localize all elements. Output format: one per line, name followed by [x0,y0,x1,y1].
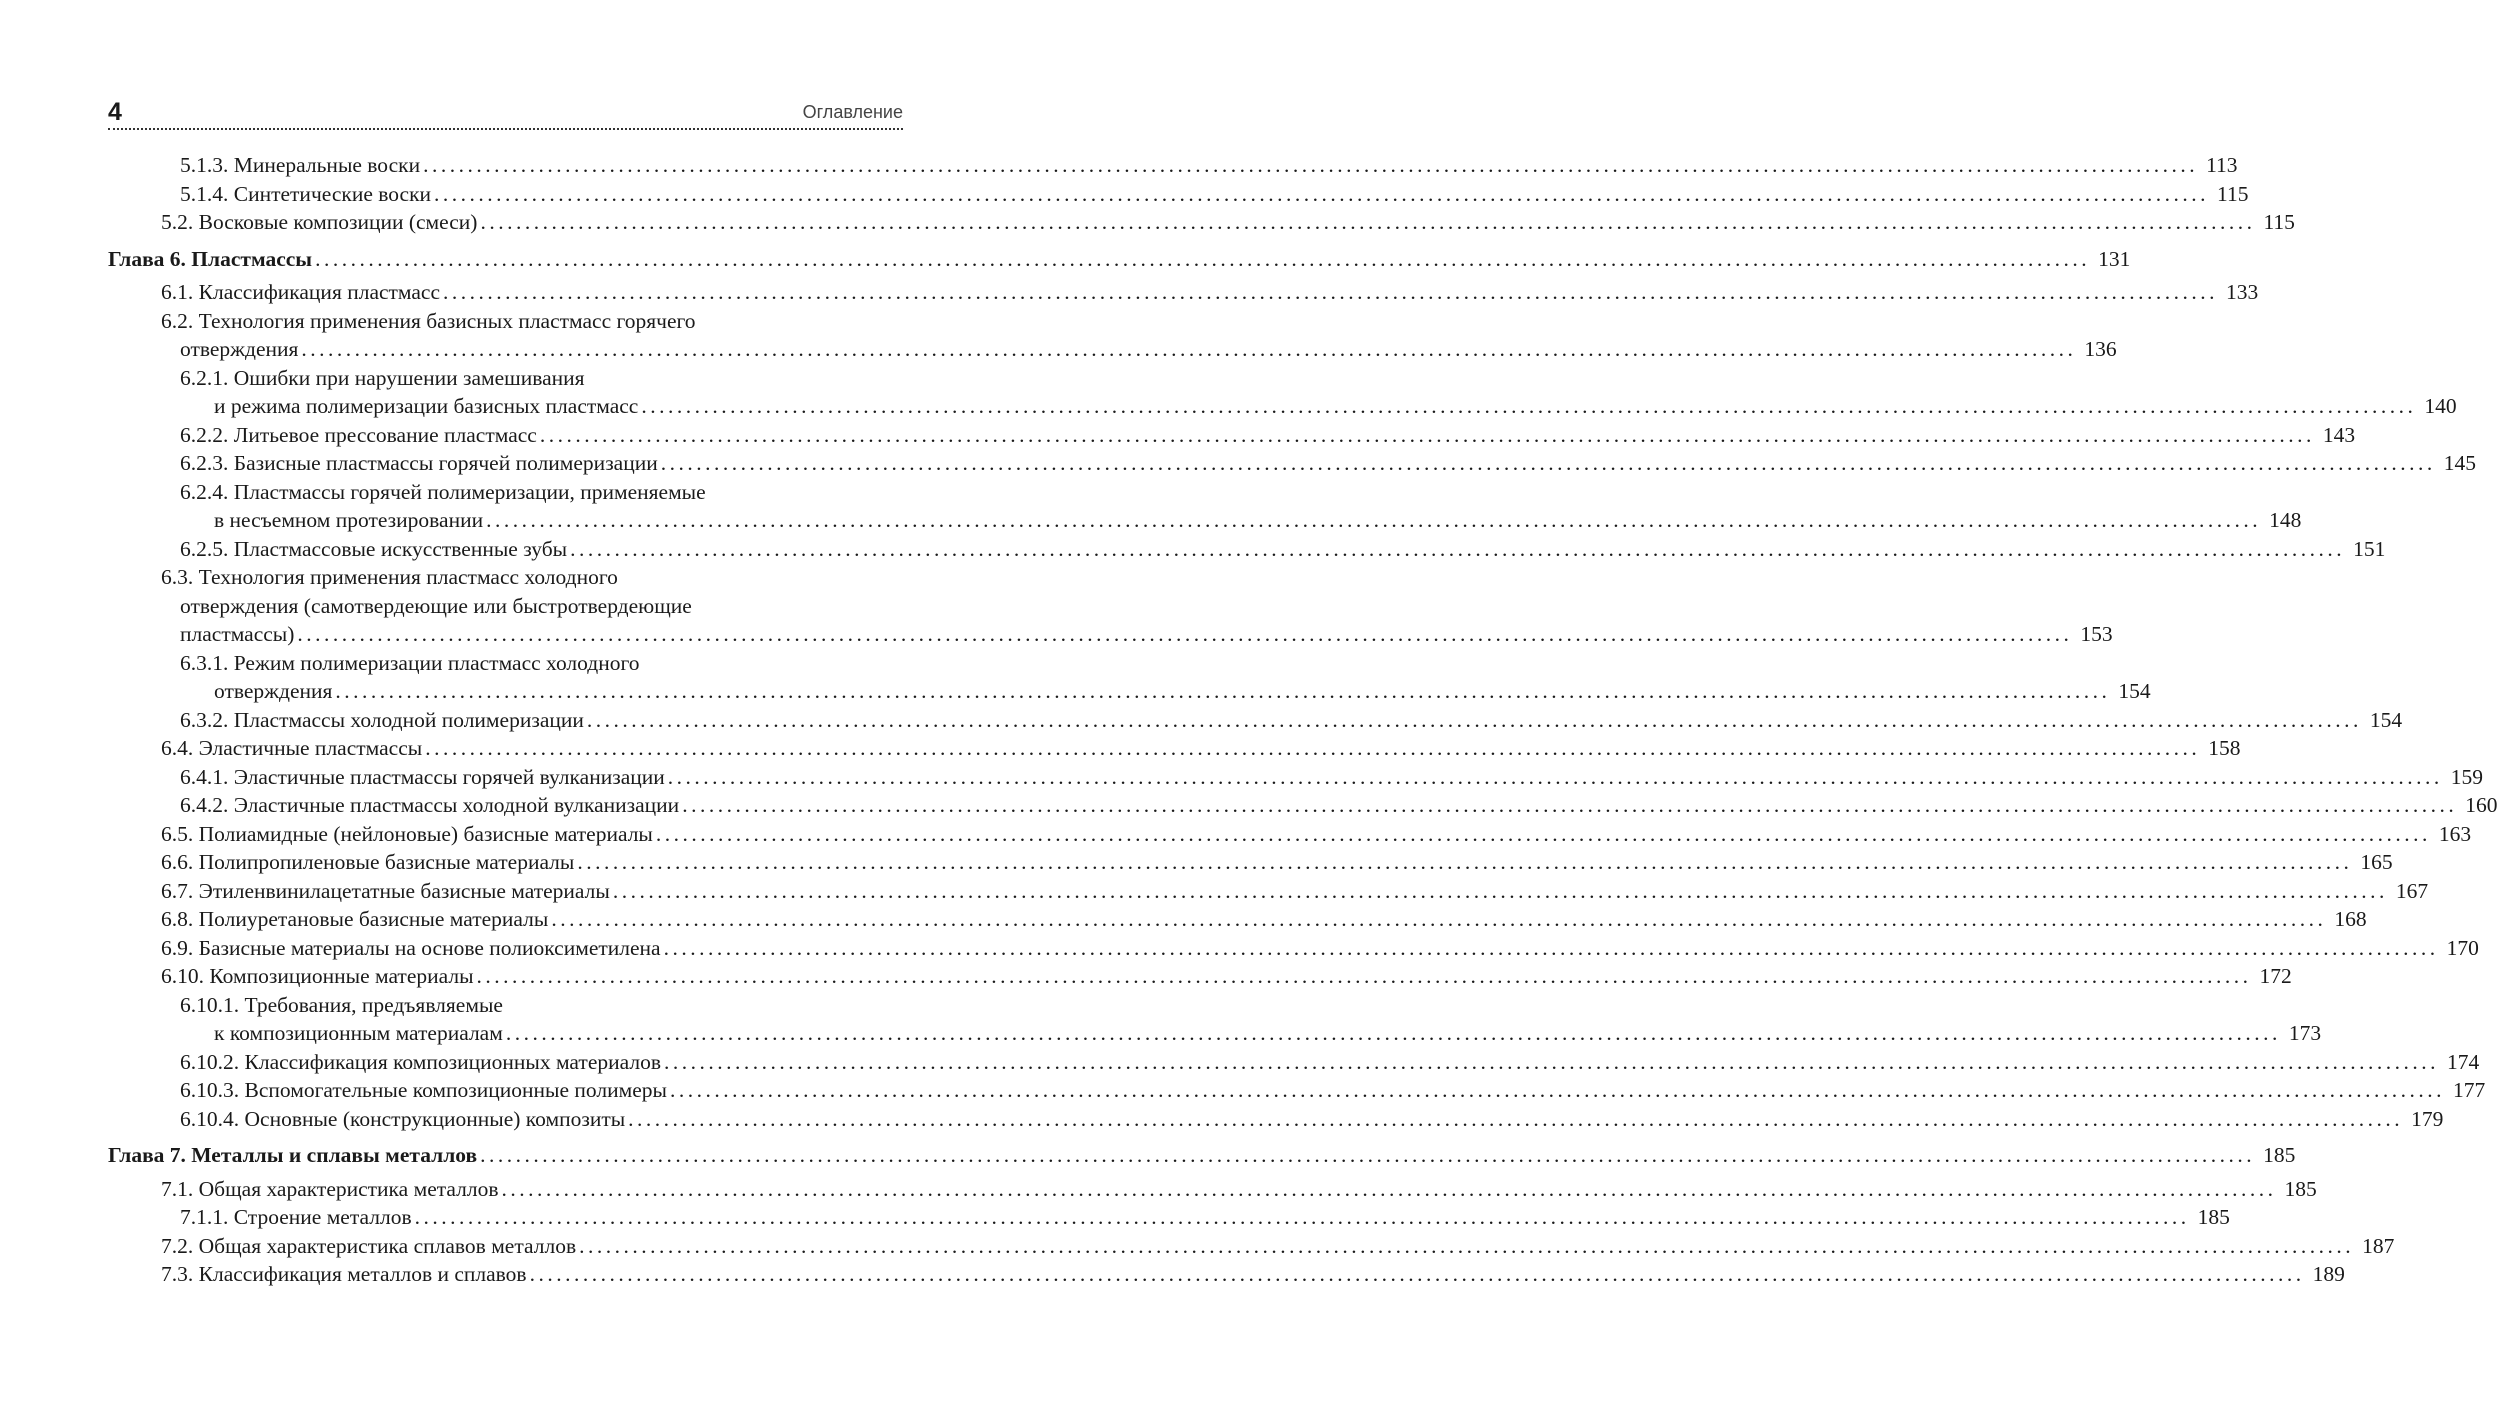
toc-page-number: 179 [2411,1106,2444,1131]
toc-entry-title: 6.6. Полипропиленовые базисные материалы [161,850,575,874]
dot-leader: ........................................................................................................................................................................................................ [655,821,2431,846]
dot-leader: ........................................................................................................................................................................................................ [414,1205,2190,1229]
toc-entry-title: 6.10.1. Требования, предъявляемые [180,992,503,1017]
toc-page-number: 185 [2263,1143,2296,1167]
toc-page-number: 172 [2259,964,2292,988]
toc-entry-title: 5.1.3. Минеральные воски [180,153,421,177]
dot-leader: ........................................................................................................................................................................................................ [682,793,2458,817]
toc-page-number: 151 [2353,536,2386,561]
toc-entry-title: 6.2.2. Литьевое прессование пластмасс [180,422,537,447]
toc-entry-title: Глава 6. Пластмассы [108,246,313,271]
toc-page-number: 187 [2362,1233,2395,1258]
page-number: 4 [108,98,122,126]
dot-leader: ........................................................................................................................................................................................................ [551,907,2327,931]
dot-leader: ........................................................................................................................................................................................................ [315,246,2091,271]
toc-page-number: 154 [2118,679,2151,703]
running-title: Оглавление [802,102,903,122]
dot-leader: ........................................................................................................................................................................................................ [425,736,2201,760]
toc-entry-title: отверждения (самотвердеющие или быстротвердеющие [180,593,692,618]
dot-leader: ........................................................................................................................................................................................................ [539,422,2315,447]
toc-entry-title: и режима полимеризации базисных пластмасс [214,394,639,418]
toc-entry[interactable] [108,1232,2395,1261]
toc-page-number: 185 [2284,1176,2317,1201]
toc-page-number: 163 [2438,821,2472,846]
toc-page-number: 113 [2206,153,2238,177]
toc-page-number: 133 [2226,280,2259,304]
toc-entry[interactable] [108,1203,2230,1232]
toc-entry[interactable] [108,151,2238,180]
dot-leader: ........................................................................................................................................................................................................ [486,508,2262,532]
toc-entry-title: 6.3.2. Пластмассы холодной полимеризации [180,707,584,732]
dot-leader: ........................................................................................................................................................................................................ [423,153,2199,177]
toc-entry-title: 5.2. Восковые композиции (смеси) [161,210,478,234]
toc-page-number: 159 [2450,764,2484,789]
toc-page-number: 115 [2217,181,2249,206]
toc-entry-title: 6.4. Эластичные пластмассы [161,736,423,760]
toc-entry-title: 7.2. Общая характеристика сплавов металлов [161,1233,577,1258]
toc-page-number: 115 [2263,210,2295,234]
toc-entry-title: 6.8. Полиуретановые базисные материалы [161,907,549,931]
toc-entry[interactable] [108,905,2367,934]
toc-page-number: 168 [2334,907,2367,931]
dot-leader: ........................................................................................................................................................................................................ [480,210,2256,234]
toc-entry-title: пластмассы) [180,622,295,646]
toc-entry[interactable] [108,934,2479,963]
running-header [108,98,903,128]
toc-entry-title: 6.5. Полиамидные (нейлоновые) базисные материалы [161,821,653,846]
toc-entry-title: 6.4.1. Эластичные пластмассы горячей вулканизации [180,764,665,789]
dot-leader: ........................................................................................................................................................................................................ [335,679,2111,703]
dot-leader: ........................................................................................................................................................................................................ [663,1049,2439,1074]
toc-entry-title: 6.10.4. Основные (конструкционные) композиты [180,1106,626,1131]
toc-entry-title: в несъемном протезировании [214,508,484,532]
dot-leader: ........................................................................................................................................................................................................ [663,935,2439,960]
toc-entry-title: 6.3. Технология применения пластмасс холодного [161,565,618,589]
dot-leader: ........................................................................................................................................................................................................ [669,1078,2445,1102]
header-divider [108,128,903,130]
dot-leader: ........................................................................................................................................................................................................ [297,622,2073,646]
toc-page-number: 177 [2452,1078,2486,1102]
toc-page-number: 165 [2360,850,2393,874]
dot-leader: ........................................................................................................................................................................................................ [480,1143,2256,1167]
dot-leader: ........................................................................................................................................................................................................ [570,536,2346,561]
toc-entry[interactable] [108,706,2403,735]
toc-page-number: 131 [2098,246,2131,271]
toc-entry[interactable] [108,307,2117,364]
toc-entry[interactable] [108,1260,2345,1289]
toc-entry-title: 6.4.2. Эластичные пластмассы холодной вулканизации [180,793,680,817]
dot-leader: ........................................................................................................................................................................................................ [476,964,2252,988]
toc-page-number: 136 [2084,337,2117,361]
toc-entry[interactable] [108,991,2322,1048]
toc-page-number: 189 [2312,1262,2345,1286]
toc-page-number: 145 [2443,451,2476,475]
toc-page-number: 160 [2465,793,2497,817]
dot-leader: ........................................................................................................................................................................................................ [505,1021,2281,1045]
toc-entry-title: отверждения [214,679,333,703]
toc-entry-title: 6.1. Классификация пластмасс [161,280,441,304]
toc-entry-title: отверждения [180,337,299,361]
dot-leader: ........................................................................................................................................................................................................ [501,1176,2277,1201]
toc-page-number: 158 [2208,736,2241,760]
toc-entry-title: 6.7. Этиленвинилацетатные базисные материалы [161,878,610,903]
toc-entry-title: 6.2.1. Ошибки при нарушении замешивания [180,365,585,390]
toc-entry-title: 6.2.4. Пластмассы горячей полимеризации, применяемые [180,479,706,504]
toc-page-number: 170 [2446,935,2479,960]
toc-entry-title: 7.1.1. Строение металлов [180,1205,412,1229]
toc-entry[interactable] [108,563,2113,649]
toc-page-number: 153 [2080,622,2113,646]
toc-entry[interactable] [108,877,2429,906]
toc-entry[interactable] [108,1076,2486,1105]
toc-page-number: 140 [2424,394,2457,418]
toc-entry-title: 6.9. Базисные материалы на основе полиоксиметилена [161,935,661,960]
dot-leader: ........................................................................................................................................................................................................ [612,878,2388,903]
toc-page-number: 174 [2446,1049,2480,1074]
toc-entry[interactable] [108,734,2241,763]
toc-page-number: 173 [2288,1021,2322,1045]
toc-entry[interactable] [108,820,2472,849]
toc-entry[interactable] [108,278,2259,307]
toc-chapter[interactable] [108,245,2131,274]
toc-entry-title: 6.2. Технология применения базисных пластмасс горячего [161,308,696,333]
toc-chapter[interactable] [108,1141,2296,1170]
toc-entry-title: к композиционным материалам [214,1021,503,1045]
dot-leader: ........................................................................................................................................................................................................ [641,394,2417,418]
toc-entry-title: 6.3.1. Режим полимеризации пластмасс холодного [180,650,640,675]
toc-entry-title: 7.1. Общая характеристика металлов [161,1176,499,1201]
dot-leader: ........................................................................................................................................................................................................ [579,1233,2355,1258]
toc-entry-title: 6.10.2. Классификация композиционных материалов [180,1049,661,1074]
toc-page-number: 154 [2369,707,2403,732]
toc-page-number: 167 [2395,878,2429,903]
toc-entry[interactable] [108,649,2151,706]
toc-entry-title: Глава 7. Металлы и сплавы металлов [108,1143,478,1167]
toc-entry[interactable] [108,848,2393,877]
toc-page-number: 148 [2269,508,2302,532]
toc-entry[interactable] [108,1175,2317,1204]
toc-entry[interactable] [108,962,2292,991]
toc-entry-title: 6.10. Композиционные материалы [161,964,474,988]
toc-entry[interactable] [108,478,2302,535]
dot-leader: ........................................................................................................................................................................................................ [577,850,2353,874]
dot-leader: ........................................................................................................................................................................................................ [301,337,2077,361]
toc-entry[interactable] [108,1048,2480,1077]
toc-entry[interactable] [108,763,2484,792]
toc-entry[interactable] [108,449,2476,478]
dot-leader: ........................................................................................................................................................................................................ [434,181,2210,206]
toc-entry-title: 6.10.3. Вспомогательные композиционные полимеры [180,1078,667,1102]
dot-leader: ........................................................................................................................................................................................................ [628,1106,2404,1131]
toc-entry[interactable] [108,1105,2444,1134]
toc-entry[interactable] [108,421,2356,450]
toc-entry[interactable] [108,180,2249,209]
toc-entry[interactable] [108,208,2295,237]
dot-leader: ........................................................................................................................................................................................................ [586,707,2362,732]
toc-page-number: 143 [2322,422,2356,447]
dot-leader: ........................................................................................................................................................................................................ [529,1262,2305,1286]
toc-entry-title: 7.3. Классификация металлов и сплавов [161,1262,527,1286]
table-of-contents [108,151,2497,1289]
dot-leader: ........................................................................................................................................................................................................ [660,451,2436,475]
toc-entry[interactable] [108,364,2457,421]
toc-entry-title: 6.2.3. Базисные пластмассы горячей полимеризации [180,451,658,475]
toc-page-number: 185 [2197,1205,2230,1229]
dot-leader: ........................................................................................................................................................................................................ [443,280,2219,304]
toc-entry-title: 6.2.5. Пластмассовые искусственные зубы [180,536,568,561]
toc-entry[interactable] [108,791,2497,820]
toc-entry[interactable] [108,535,2386,564]
toc-entry-title: 5.1.4. Синтетические воски [180,181,432,206]
dot-leader: ........................................................................................................................................................................................................ [667,764,2443,789]
